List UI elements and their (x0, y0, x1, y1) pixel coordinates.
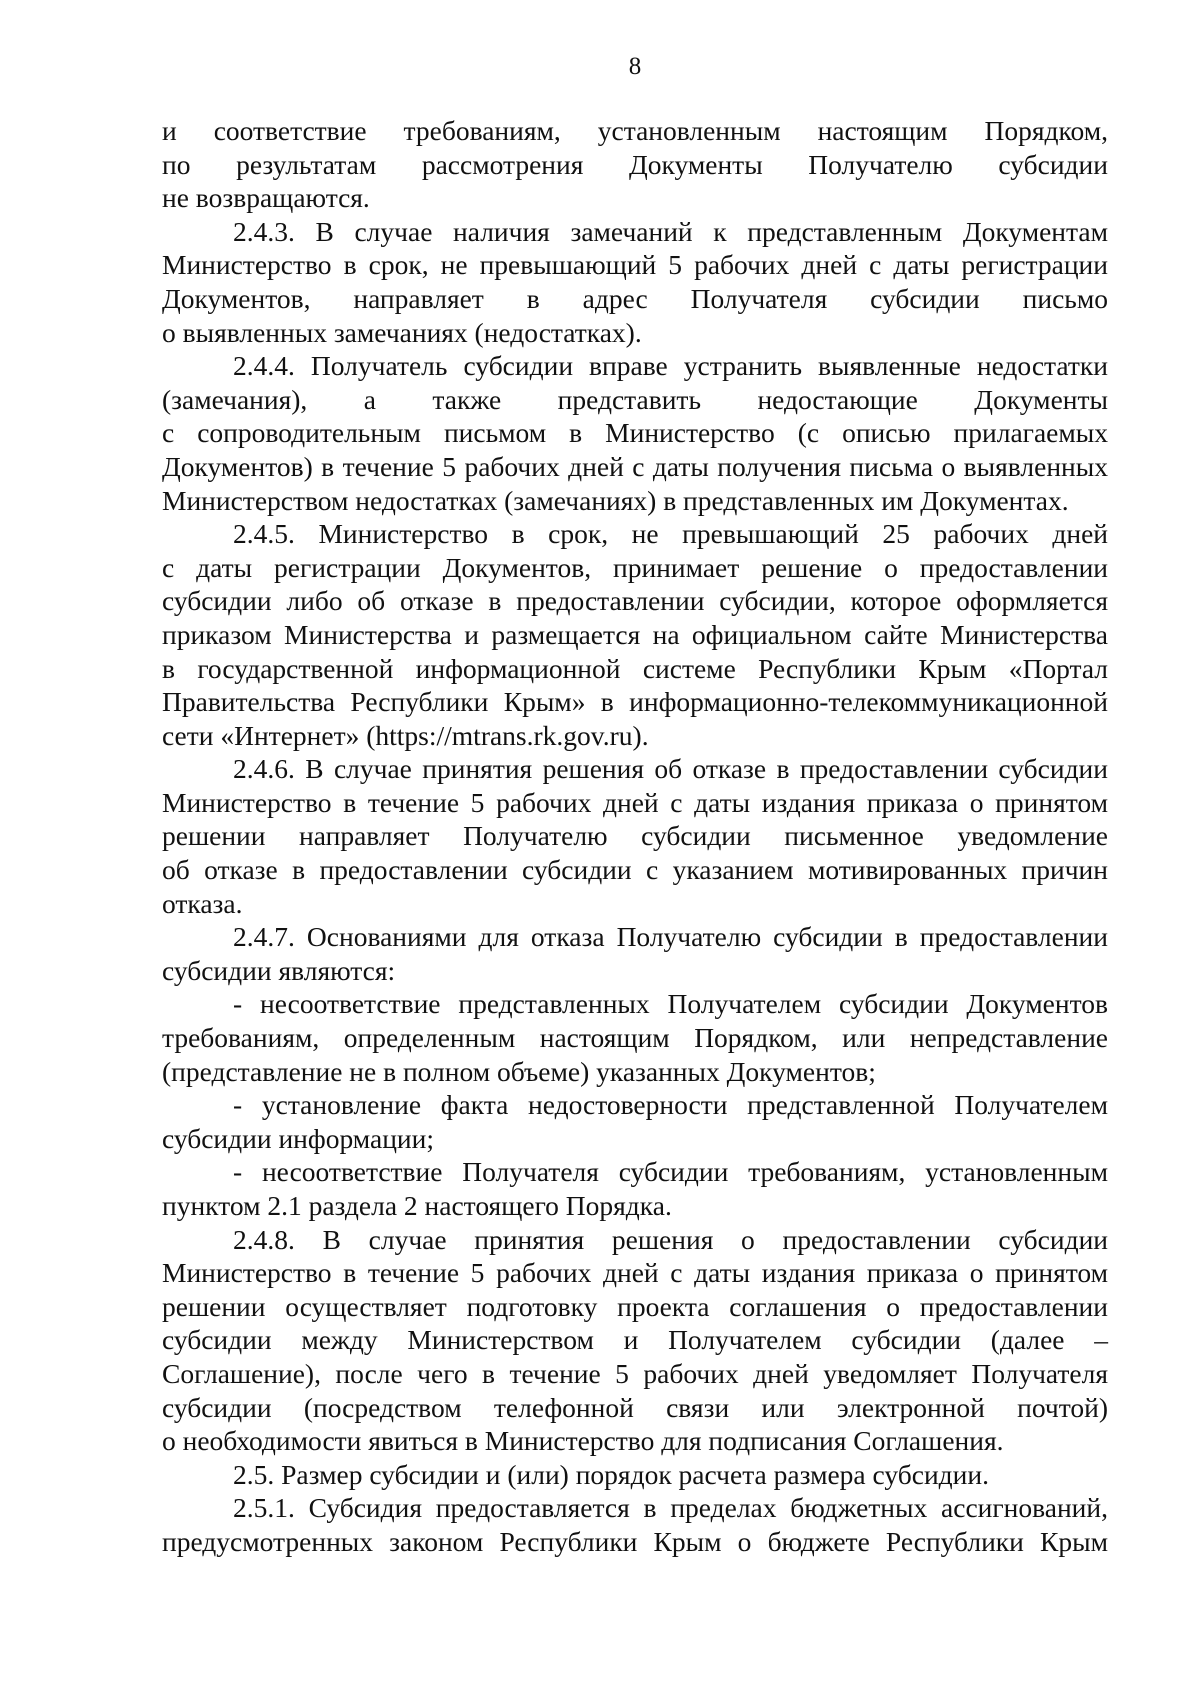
text-line: 2.5.1. Субсидия предоставляется в пределах бюджетных ассигнований, (233, 1492, 1108, 1524)
text-line: - несоответствие представленных Получателем субсидии Документов (233, 988, 1108, 1020)
text-line: 2.4.8. В случае принятия решения о предоставлении субсидии (233, 1223, 1108, 1255)
text-line: Министерством недостатках (замечаниях) в представленных им Документах. (162, 484, 1069, 516)
text-line: - установление факта недостоверности представленной Получателем (233, 1089, 1108, 1121)
text-line: о необходимости явиться в Министерство для подписания Соглашения. (162, 1425, 1004, 1457)
text-line: субсидии между Министерством и Получателем субсидии (далее – (162, 1324, 1108, 1356)
text-line: с даты регистрации Документов, принимает решение о предоставлении (162, 551, 1108, 583)
text-line: субсидии являются: (162, 954, 396, 986)
text-line: 2.4.6. В случае принятия решения об отказе в предоставлении субсидии (233, 753, 1108, 785)
text-line: 2.4.4. Получатель субсидии вправе устранить выявленные недостатки (233, 350, 1108, 382)
text-line: Документов, направляет в адрес Получателя субсидии письмо (162, 282, 1108, 314)
text-line: субсидии информации; (162, 1122, 434, 1154)
text-line: субсидии (посредством телефонной связи или электронной почтой) (162, 1391, 1108, 1423)
text-line: - несоответствие Получателя субсидии требованиям, установленным (233, 1156, 1108, 1188)
text-line: не возвращаются. (162, 182, 370, 214)
page-number: 8 (628, 53, 642, 80)
text-line: приказом Министерства и размещается на официальном сайте Министерства (162, 618, 1108, 650)
text-line: 2.4.3. В случае наличия замечаний к представленным Документам (233, 215, 1108, 247)
text-line: (представление не в полном объеме) указанных Документов; (162, 1055, 876, 1087)
text-line: требованиям, определенным настоящим Порядком, или непредставление (162, 1022, 1108, 1054)
text-line: с сопроводительным письмом в Министерство (с описью прилагаемых (162, 417, 1108, 449)
document-body (162, 114, 1108, 1559)
text-line: Министерство в срок, не превышающий 5 рабочих дней с даты регистрации (162, 249, 1108, 281)
text-line: Соглашение), после чего в течение 5 рабочих дней уведомляет Получателя (162, 1357, 1108, 1389)
text-line: решении направляет Получателю субсидии письменное уведомление (162, 820, 1108, 852)
text-line: об отказе в предоставлении субсидии с указанием мотивированных причин (162, 854, 1108, 886)
text-line: (замечания), а также представить недостающие Документы (162, 383, 1108, 415)
text-line: пунктом 2.1 раздела 2 настоящего Порядка. (162, 1190, 672, 1221)
text-line: сети «Интернет» (https://mtrans.rk.gov.ru). (162, 719, 649, 751)
text-line: и соответствие требованиям, установленным настоящим Порядком, (162, 115, 1108, 146)
text-line: 2.5. Размер субсидии и (или) порядок расчета размера субсидии. (233, 1458, 989, 1490)
text-line: предусмотренных законом Республики Крым о бюджете Республики Крым (162, 1525, 1108, 1557)
text-line: о выявленных замечаниях (недостатках). (162, 316, 642, 348)
text-line: субсидии либо об отказе в предоставлении субсидии, которое оформляется (162, 585, 1108, 617)
text-line: 2.4.5. Министерство в срок, не превышающий 25 рабочих дней (233, 518, 1108, 550)
text-line: 2.4.7. Основаниями для отказа Получателю субсидии в предоставлении (233, 921, 1108, 953)
text-line: Документов) в течение 5 рабочих дней с даты получения письма о выявленных (162, 450, 1108, 482)
text-line: в государственной информационной системе Республики Крым «Портал (162, 652, 1108, 684)
text-line: по результатам рассмотрения Документы Получателю субсидии (162, 148, 1108, 180)
text-line: Министерство в течение 5 рабочих дней с даты издания приказа о принятом (162, 1257, 1108, 1289)
text-line: отказа. (162, 887, 243, 919)
text-line: решении осуществляет подготовку проекта соглашения о предоставлении (162, 1290, 1108, 1322)
text-line: Правительства Республики Крым» в информационно-телекоммуникационной (162, 686, 1108, 718)
text-line: Министерство в течение 5 рабочих дней с даты издания приказа о принятом (162, 786, 1108, 818)
